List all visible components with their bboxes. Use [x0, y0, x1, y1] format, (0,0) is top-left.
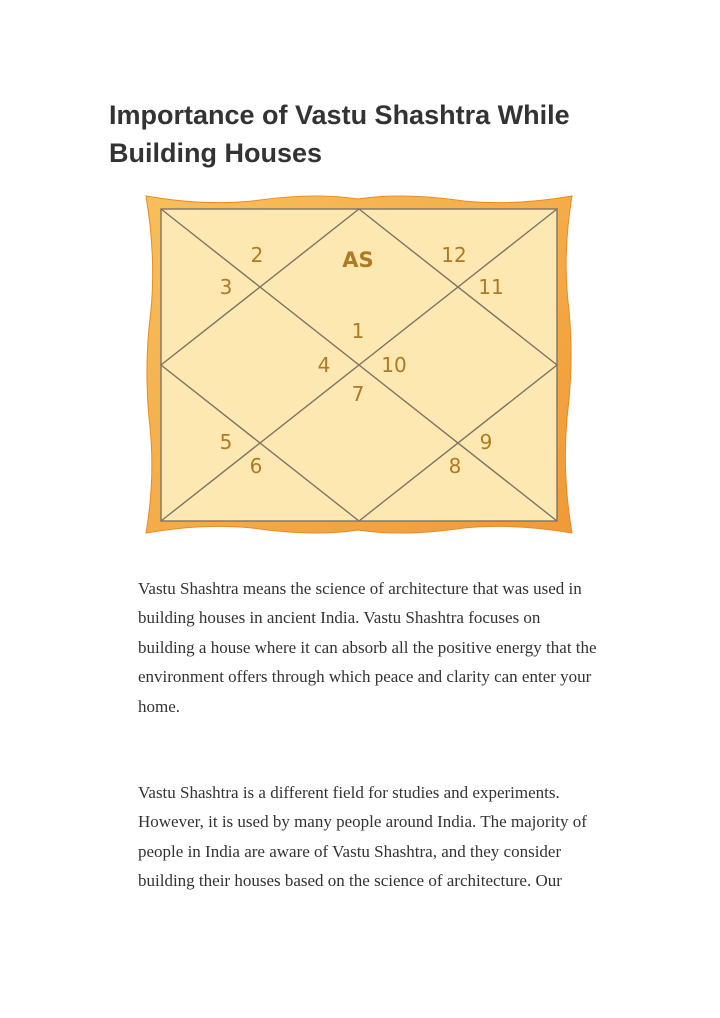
- body-paragraph: Vastu Shashtra means the science of architecture that was used in building houses in ancient India. Vastu Shashtra focuses on building a house where it can absorb all the positive energy that the environment offers through which peace and clarity can enter your home.: [138, 579, 597, 716]
- house-label-3: 3: [219, 275, 233, 299]
- house-label-12: 12: [441, 243, 467, 267]
- house-label-10: 10: [381, 353, 407, 377]
- house-label-2: 2: [250, 243, 264, 267]
- page-title: Importance of Vastu Shashtra While Building Houses: [109, 100, 570, 168]
- vastu-chart-svg: [144, 192, 574, 537]
- body-paragraph: Vastu Shashtra is a different field for studies and experiments. However, it is used by many people around India. The majority of people in India are aware of Vastu Shashtra, and they consider building their houses based on the science of architecture. Our: [138, 783, 587, 891]
- house-label-8: 8: [448, 454, 462, 478]
- house-label-6: 6: [249, 454, 263, 478]
- house-label-1: 1: [351, 319, 365, 343]
- house-label-11: 11: [478, 275, 504, 299]
- house-label-7: 7: [351, 382, 365, 406]
- vastu-chart-diagram: [144, 192, 574, 537]
- house-label-4: 4: [317, 353, 331, 377]
- ascendant-label: AS: [342, 248, 374, 272]
- house-label-5: 5: [219, 430, 233, 454]
- house-label-9: 9: [479, 430, 493, 454]
